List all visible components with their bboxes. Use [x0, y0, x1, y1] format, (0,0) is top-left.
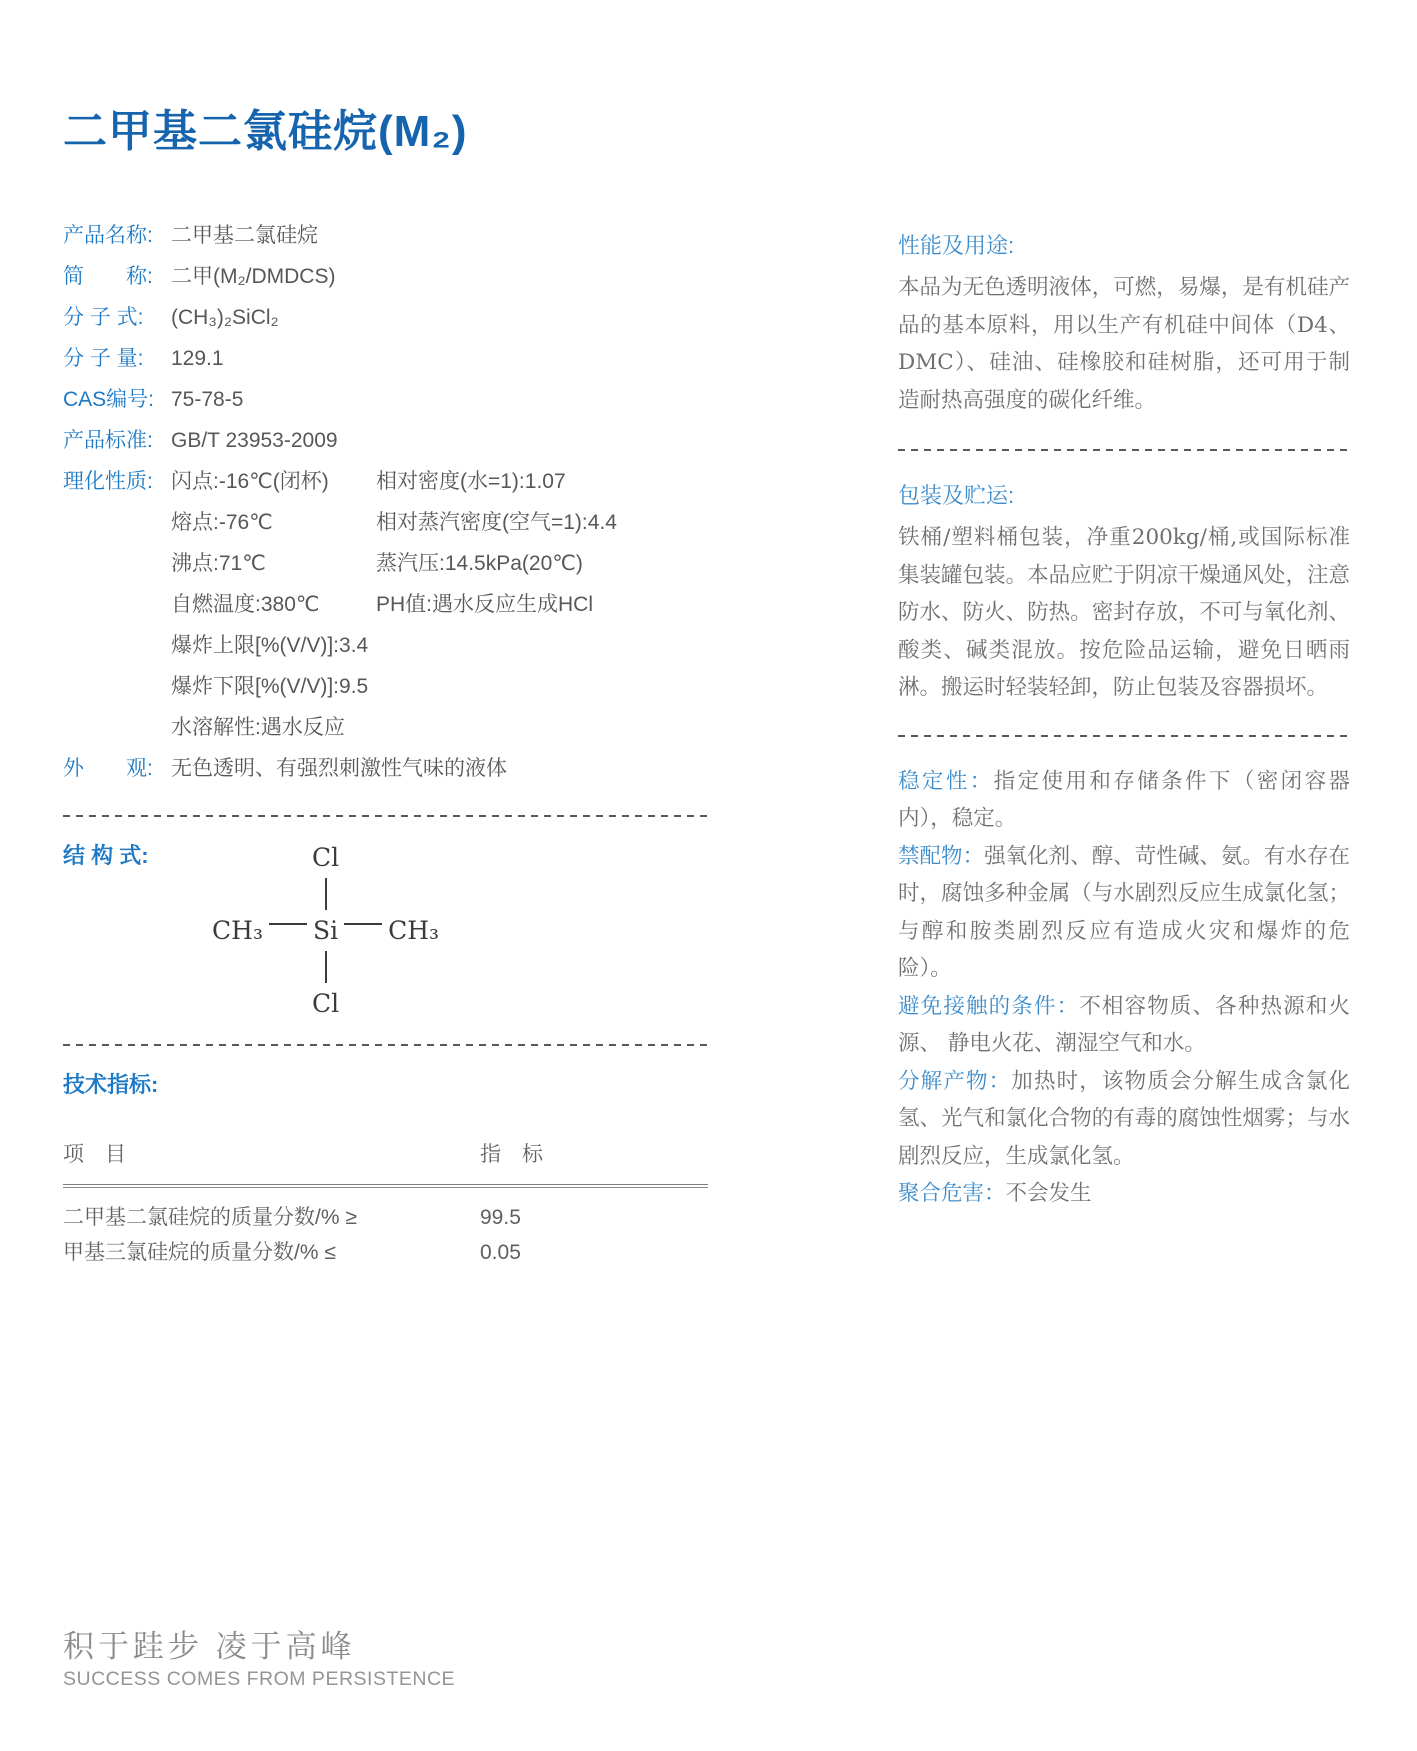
table-header-item: 项 目: [63, 1143, 126, 1166]
structure-middle-row: [211, 916, 441, 945]
phys-cell: 爆炸下限[%(V/V)]:9.5: [171, 675, 369, 698]
table-row: [63, 1200, 708, 1235]
table-header-rule: [63, 1184, 708, 1188]
table-cell-value: 0.05: [480, 1241, 521, 1264]
phys-cell: 爆炸上限[%(V/V)]:3.4: [171, 634, 369, 657]
table-header-value: 指 标: [480, 1143, 543, 1166]
packing-title: 包装及贮运:: [898, 483, 1015, 508]
spec-value: GB/T 23953-2009: [171, 429, 338, 452]
safety-item-stability: [898, 763, 1350, 838]
spec-row-mol-weight: [63, 338, 708, 379]
safety-item-label: 稳定性：: [898, 768, 994, 793]
table-cell-value: 99.5: [480, 1206, 521, 1229]
content-columns: [63, 215, 1350, 1270]
spec-label: CAS编号:: [63, 388, 155, 411]
safety-item-label: 禁配物：: [898, 843, 985, 868]
left-column: [63, 215, 708, 1270]
spec-row-formula: [63, 297, 708, 338]
bond-horizontal-right: [344, 923, 382, 925]
phys-cell: 熔点:-76℃: [171, 511, 273, 534]
spec-value: 75-78-5: [171, 388, 244, 411]
bond-horizontal-left: [269, 923, 307, 925]
dashed-divider: [898, 449, 1350, 451]
phys-cell: 相对蒸汽密度(空气=1):4.4: [376, 511, 617, 534]
spec-value: (CH₃)₂SiCl₂: [171, 306, 279, 329]
phys-cell: [376, 625, 617, 666]
structure-cl-bottom: Cl: [312, 989, 340, 1018]
phys-cell: 自燃温度:380℃: [171, 593, 320, 616]
spec-label: 外 观:: [63, 757, 153, 780]
spec-value: 129.1: [171, 347, 224, 370]
performance-body: 本品为无色透明液体，可燃，易爆，是有机硅产品的基本原料，用以生产有机硅中间体（D4、DMC）、硅油、硅橡胶和硅树脂，还可用于制造耐热高强度的碳化纤维。: [898, 275, 1350, 413]
spec-label: 产品名称:: [63, 224, 153, 247]
dashed-divider: [63, 1044, 708, 1046]
phys-properties-grid: [171, 461, 617, 748]
safety-item-text: 不相容物质、各种热源和火源、 静电火花、潮湿空气和水。: [898, 993, 1350, 1056]
safety-item-text: 指定使用和存储条件下（密闭容器内），稳定。: [898, 768, 1350, 831]
spec-label: 产品标准:: [63, 429, 153, 452]
safety-item-text: 强氧化剂、醇、苛性碱、氨。有水存在时，腐蚀多种金属（与水剧烈反应生成氯化氢；与醇和胺类剧烈反应有造成火灾和爆炸的危险）。: [898, 843, 1350, 981]
phys-cell: 相对密度(水=1):1.07: [376, 470, 566, 493]
table-row: [63, 1235, 708, 1270]
safety-item-incompatibles: [898, 838, 1350, 988]
tech-specs-table: [63, 1140, 708, 1270]
spec-row-cas: [63, 379, 708, 420]
safety-item-label: 聚合危害：: [898, 1181, 1006, 1205]
structure-ch3-right: CH₃: [388, 916, 440, 945]
footer: [63, 1628, 455, 1692]
spec-value: 无色透明、有强烈刺激性气味的液体: [171, 757, 507, 780]
phys-cell: PH值:遇水反应生成HCl: [376, 593, 594, 616]
footer-slogan: 积于跬步 凌于高峰: [63, 1629, 356, 1664]
spec-label: 简 称:: [63, 265, 153, 288]
safety-item-text: 加热时，该物质会分解生成含氯化氢、光气和氯化合物的有毒的腐蚀性烟雾；与水剧烈反应，生成氯化氢。: [898, 1068, 1350, 1169]
safety-item-decomposition: [898, 1063, 1350, 1176]
spec-row-short-name: [63, 256, 708, 297]
table-header-row: [63, 1140, 708, 1184]
safety-item-conditions-to-avoid: [898, 988, 1350, 1063]
packing-body: 铁桶/塑料桶包装，净重200kg/桶,或国际标准集装罐包装。本品应贮于阴凉干燥通风处，注意防水、防火、防热。密封存放，不可与氧化剂、酸类、碱类混放。按危险品运输，避免日晒雨淋。搬运时轻装轻卸，防止包装及容器损坏。: [898, 525, 1350, 700]
phys-cell: [376, 666, 617, 707]
spec-label: 分 子 量:: [63, 347, 144, 370]
table-cell-item: 二甲基二氯硅烷的质量分数/% ≥: [63, 1206, 357, 1229]
spec-row-phys-chem: [63, 461, 708, 748]
spec-row-standard: [63, 420, 708, 461]
tech-specs-title: 技术指标:: [63, 1072, 159, 1097]
page-title: 二甲基二氯硅烷(M₂): [63, 107, 468, 156]
structure-cl-top: Cl: [312, 843, 340, 872]
phys-cell: 闪点:-16℃(闭杯): [171, 470, 329, 493]
safety-item-label: 分解产物：: [898, 1068, 1012, 1093]
phys-cell: 沸点:71℃: [171, 552, 266, 575]
spec-value: 二甲基二氯硅烷: [171, 224, 318, 247]
safety-item-label: 避免接触的条件：: [898, 993, 1080, 1018]
phys-cell: 蒸汽压:14.5kPa(20℃): [376, 552, 583, 575]
phys-cell: [376, 707, 617, 748]
bond-vertical-bottom: [325, 951, 327, 983]
structure-label: 结 构 式:: [63, 843, 149, 868]
structure-ch3-left: CH₃: [212, 916, 263, 945]
spec-label: 理化性质:: [63, 470, 153, 493]
spec-value: 二甲(M₂/DMDCS): [171, 265, 336, 288]
structural-formula-diagram: [211, 843, 441, 1018]
dashed-divider: [63, 815, 708, 817]
dashed-divider: [898, 735, 1350, 737]
footer-slogan-english: SUCCESS COMES FROM PERSISTENCE: [63, 1668, 456, 1690]
performance-title: 性能及用途:: [898, 233, 1015, 258]
safety-item-text: 不会发生: [1005, 1181, 1092, 1206]
spec-row-appearance: [63, 748, 708, 789]
right-column: [898, 215, 1350, 1213]
spec-row-product-name: [63, 215, 708, 256]
safety-item-polymerization: [898, 1175, 1350, 1213]
spec-label: 分 子 式:: [63, 306, 144, 329]
structure-si: Si: [313, 916, 339, 945]
bond-vertical-top: [325, 878, 327, 910]
phys-cell: 水溶解性:遇水反应: [171, 716, 345, 739]
table-cell-item: 甲基三氯硅烷的质量分数/% ≤: [63, 1241, 336, 1264]
structure-section: [63, 841, 708, 1018]
